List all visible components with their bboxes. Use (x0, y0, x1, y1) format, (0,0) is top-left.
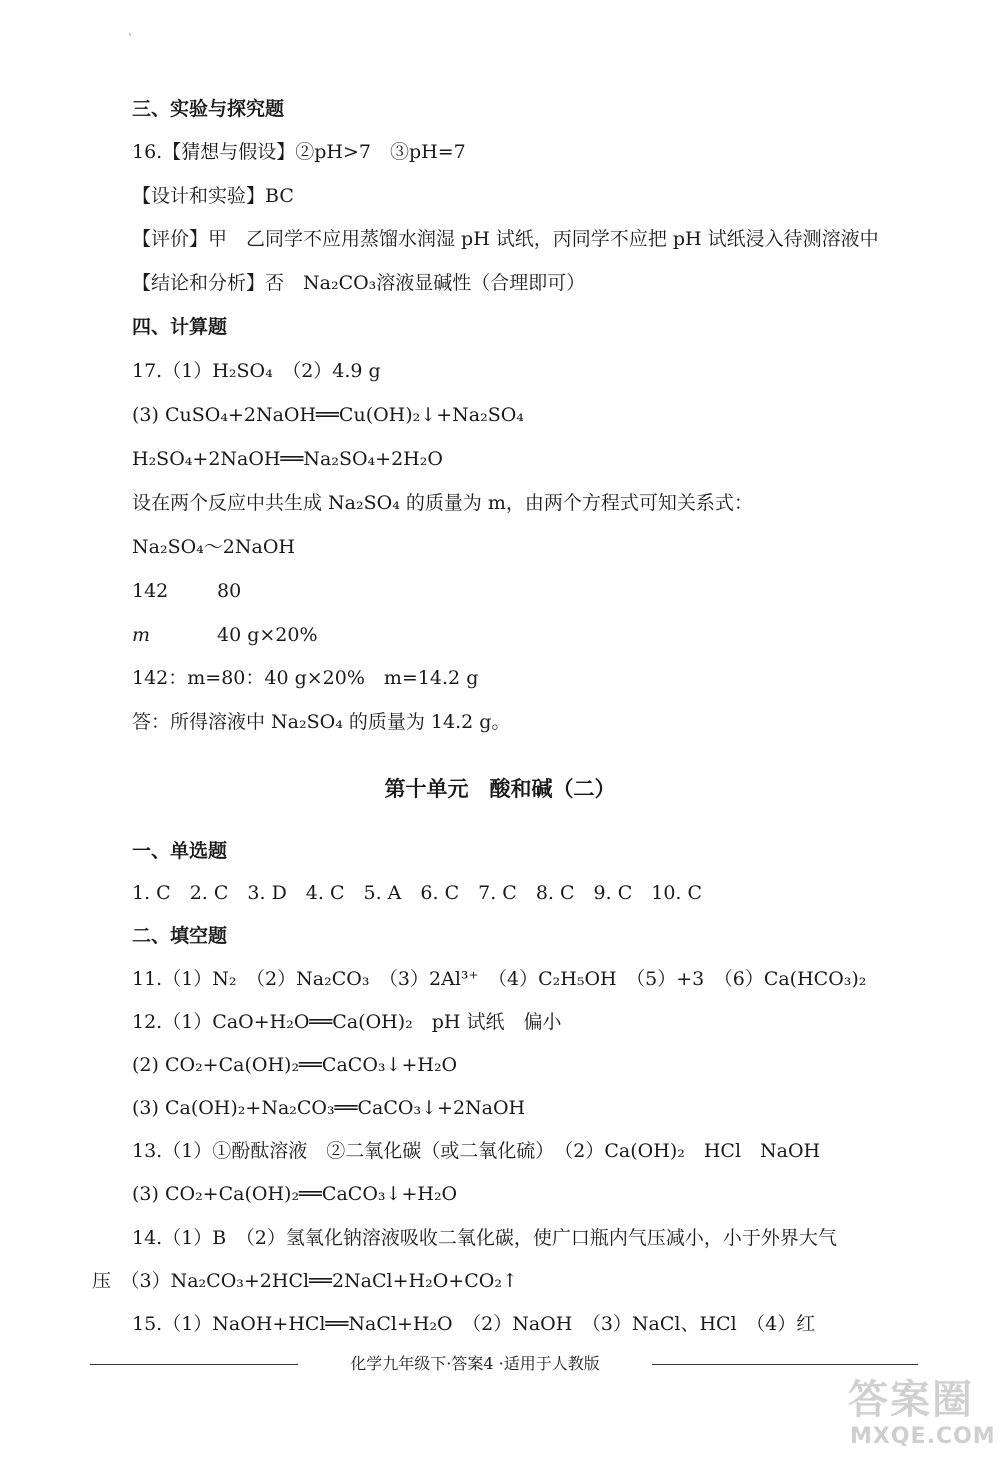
section-heading-single-choice: 一、单选题 (132, 840, 228, 862)
section-heading-experiment: 三、实验与探究题 (132, 98, 285, 120)
q17-mass-a: 142 (132, 580, 169, 602)
q13-part1: 13.（1）①酚酞溶液 ②二氧化碳（或二氧化硫） （2）Ca(OH)₂ HCl NaOH (132, 1140, 821, 1162)
q14-line2: 压 （3）Na₂CO₃+2HCl══2NaCl+H₂O+CO₂↑ (92, 1270, 518, 1292)
unit-title: 第十单元 酸和碱（二） (384, 777, 616, 801)
watermark-url: MXQE.COM (850, 1424, 996, 1449)
q17-mass-b: 80 (217, 580, 242, 602)
q17-unknown: m (132, 624, 151, 646)
q12-part2: (2) CO₂+Ca(OH)₂══CaCO₃↓+H₂O (132, 1054, 458, 1076)
single-choice-answers: 1. C 2. C 3. D 4. C 5. A 6. C 7. C 8. C 9. C 10. C (132, 882, 703, 904)
q17-part1: 17.（1）H₂SO₄ （2）4.9 g (132, 360, 381, 382)
q12-part3: (3) Ca(OH)₂+Na₂CO₃══CaCO₃↓+2NaOH (132, 1097, 526, 1119)
section-heading-fill-blank: 二、填空题 (132, 925, 228, 947)
q17-equation-2: H₂SO₄+2NaOH══Na₂SO₄+2H₂O (132, 448, 443, 470)
q16-conclusion: 【结论和分析】否 Na₂CO₃溶液显碱性（合理即可） (132, 272, 586, 294)
q12-part1: 12.（1）CaO+H₂O══Ca(OH)₂ pH 试纸 偏小 (132, 1011, 562, 1033)
q14-line1: 14.（1）B （2）氢氧化钠溶液吸收二氧化碳，使广口瓶内气压减小，小于外界大气 (132, 1227, 837, 1249)
q17-unknown-b: 40 g×20% (217, 624, 318, 646)
corner-mark: ˋ (128, 34, 133, 45)
q11-answers: 11.（1）N₂ （2）Na₂CO₃ （3）2Al³⁺ （4）C₂H₅OH （5）+3 （6）Ca(HCO₃)₂ (132, 968, 867, 990)
footer-rule-left (90, 1364, 298, 1365)
q16-design: 【设计和实验】BC (132, 185, 294, 207)
q17-calculation: 142：m=80：40 g×20% m=14.2 g (132, 667, 479, 689)
q13-part3: (3) CO₂+Ca(OH)₂══CaCO₃↓+H₂O (132, 1183, 458, 1205)
site-watermark (810, 1368, 996, 1454)
watermark-logo: 答案圈 (848, 1377, 974, 1423)
q17-relation: Na₂SO₄～2NaOH (132, 536, 295, 558)
page-footer: 化学九年级下·答案4 ·适用于人教版 (350, 1354, 600, 1373)
q17-equation-1: (3) CuSO₄+2NaOH══Cu(OH)₂↓+Na₂SO₄ (132, 404, 524, 426)
q17-answer: 答：所得溶液中 Na₂SO₄ 的质量为 14.2 g。 (132, 711, 511, 733)
footer-rule-right (652, 1364, 918, 1365)
section-heading-calculation: 四、计算题 (132, 316, 228, 338)
q16-evaluation: 【评价】甲 乙同学不应用蒸馏水润湿 pH 试纸，丙同学不应把 pH 试纸浸入待测溶液中 (132, 228, 879, 250)
q17-setup: 设在两个反应中共生成 Na₂SO₄ 的质量为 m，由两个方程式可知关系式： (132, 492, 753, 514)
q16-hypothesis: 16.【猜想与假设】②pH>7 ③pH=7 (132, 141, 466, 163)
q15-answers: 15.（1）NaOH+HCl══NaCl+H₂O （2）NaOH （3）NaCl、HCl （4）红 (132, 1313, 816, 1335)
